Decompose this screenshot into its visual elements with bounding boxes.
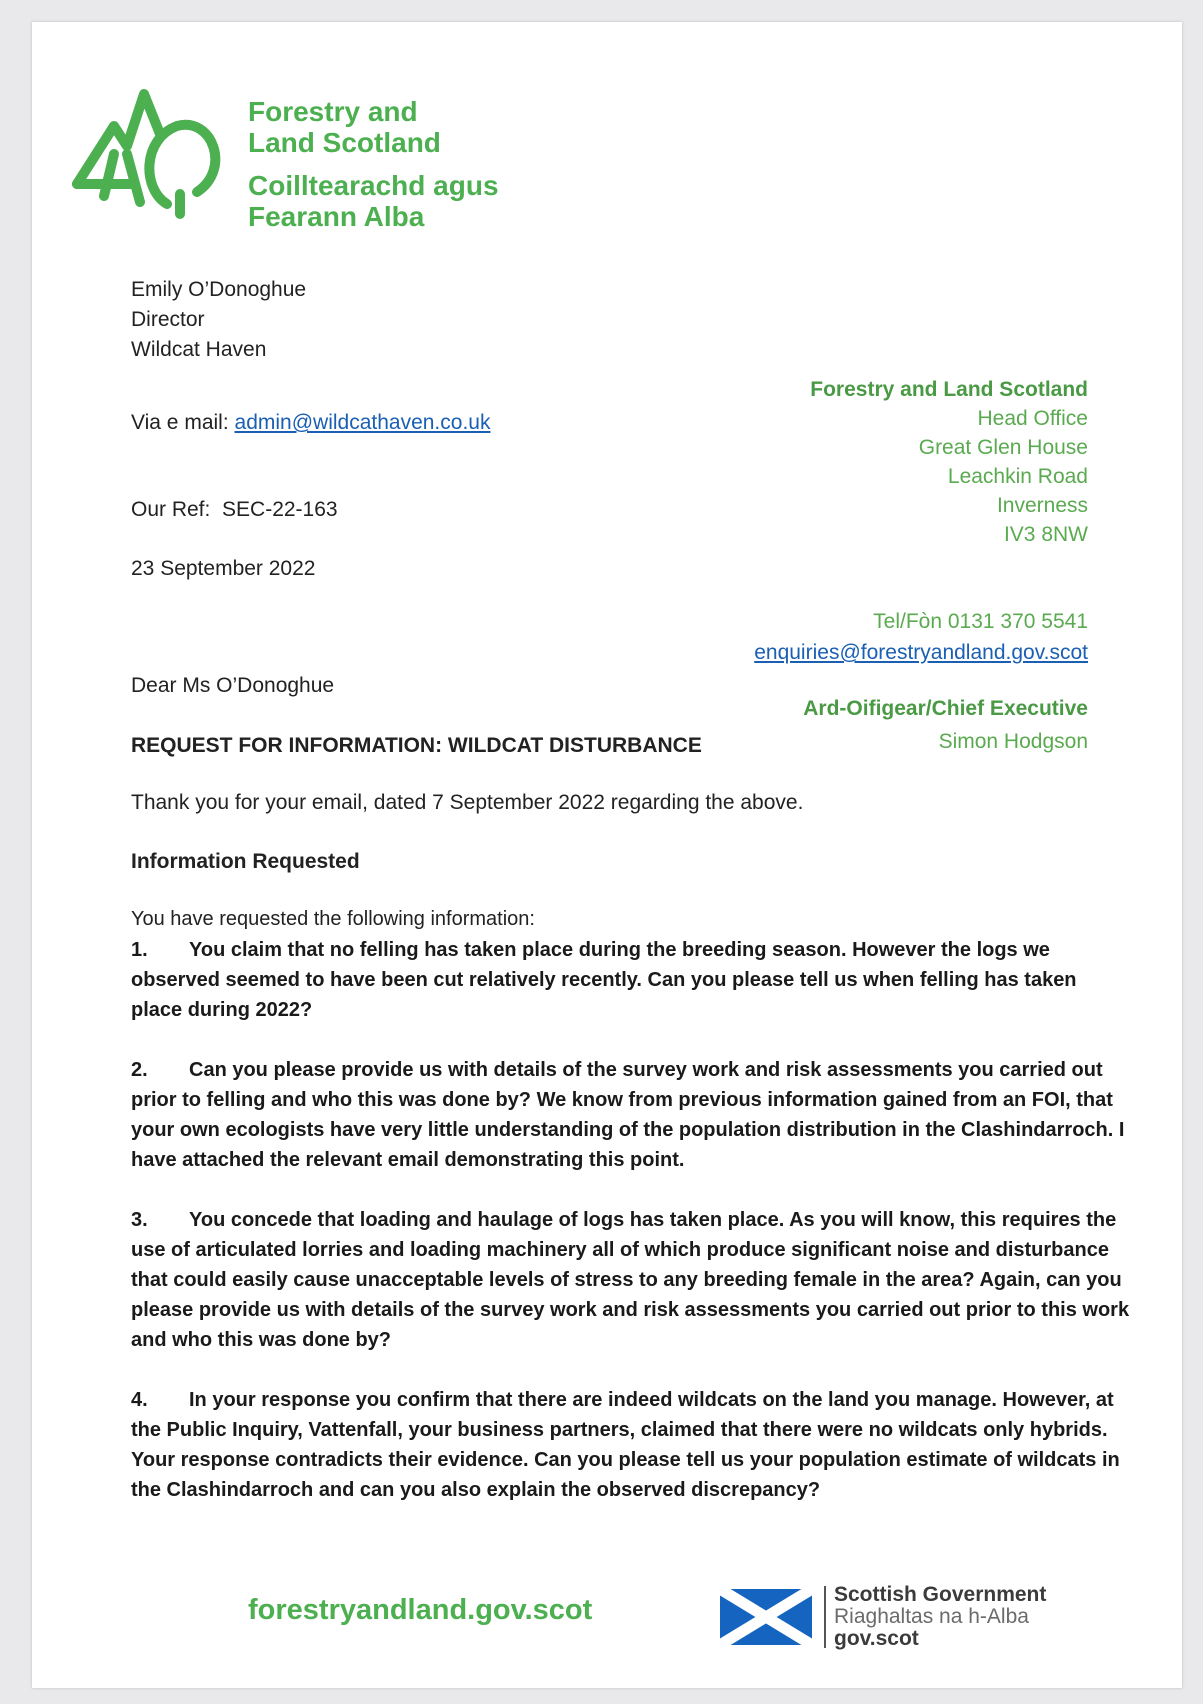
sg-line-1: Scottish Government <box>834 1583 1047 1606</box>
chief-executive-block <box>803 692 1088 758</box>
item-number: 4. <box>131 1389 148 1411</box>
saltire-flag-icon <box>720 1589 812 1645</box>
sender-tel: Tel/Fòn 0131 370 5541 <box>873 610 1088 633</box>
recipient-block <box>131 275 306 365</box>
fls-wordmark <box>248 96 499 232</box>
sender-contact <box>754 606 1088 668</box>
via-email-line <box>131 411 490 435</box>
sender-address-line: Leachkin Road <box>947 465 1088 488</box>
item-text: You concede that loading and haulage of logs has taken place. As you will know, this requires the use of articulated lorries and loading machinery all of which produce significant noise and disturbance that could easily cause unacceptable levels of stress to any breeding female in the area? Again, can you please provide us with details of the survey work and risk assessments you carried out prior to this work and who this was done by? <box>131 1209 1130 1351</box>
sender-address-line: Head Office <box>977 407 1088 430</box>
sender-address <box>810 375 1088 549</box>
requested-intro: You have requested the following information: <box>131 908 535 930</box>
sender-address-line: IV3 8NW <box>1003 523 1088 546</box>
recipient-email-link[interactable]: admin@wildcathaven.co.uk <box>234 411 491 434</box>
item-text: You claim that no felling has taken place during the breeding season. However the logs we observed seemed to have been cut relatively recently. Can you please tell us when felling has taken place during 2022? <box>131 939 1077 1021</box>
item-number: 2. <box>131 1059 148 1081</box>
request-list <box>131 935 1131 1535</box>
logo-line-4: Fearann Alba <box>248 201 425 232</box>
scottish-government-logo <box>720 1584 1046 1650</box>
list-item <box>131 1055 1131 1175</box>
via-label: Via e mail: <box>131 411 229 434</box>
sg-line-3: gov.scot <box>834 1627 919 1650</box>
sender-email-link[interactable]: enquiries@forestryandland.gov.scot <box>754 641 1088 664</box>
item-text: Can you please provide us with details of the survey work and risk assessments you carried out prior to felling and who this was done by? We know from previous information gained from an FOI, that your own ecologists have very little understanding of the population distribution in the Clashindarroch. I have attached the relevant email demonstrating this point. <box>131 1059 1125 1171</box>
logo-line-2: Land Scotland <box>248 127 441 158</box>
fls-tree-logo-icon <box>72 84 222 224</box>
salutation: Dear Ms O’Donoghue <box>131 674 335 697</box>
subject-line: REQUEST FOR INFORMATION: WILDCAT DISTURBANCE <box>131 734 702 757</box>
letter-page <box>32 22 1182 1688</box>
chief-role: Ard-Oifigear/Chief Executive <box>803 697 1088 720</box>
sg-wordmark <box>834 1584 1046 1650</box>
sender-address-line: Inverness <box>996 494 1088 517</box>
list-item <box>131 935 1131 1025</box>
thanks-paragraph: Thank you for your email, dated 7 September 2022 regarding the above. <box>131 791 804 814</box>
chief-name: Simon Hodgson <box>938 730 1088 753</box>
item-text: In your response you confirm that there are indeed wildcats on the land you manage. However, at the Public Inquiry, Vattenfall, your business partners, claimed that there were no wildcats only hybrids. Your response contradicts their evidence. Can you please tell us your population estimate of wildcats in the Clashindarroch and can you also explain the observed discrepancy? <box>131 1389 1120 1501</box>
our-ref <box>131 498 338 522</box>
recipient-title: Director <box>131 308 205 331</box>
letter-date: 23 September 2022 <box>131 557 316 580</box>
sg-divider <box>824 1586 826 1648</box>
info-heading: Information Requested <box>131 850 360 873</box>
recipient-org: Wildcat Haven <box>131 338 267 361</box>
recipient-name: Emily O’Donoghue <box>131 278 307 301</box>
item-number: 3. <box>131 1209 148 1231</box>
sg-line-2: Riaghaltas na h-Alba <box>834 1605 1029 1628</box>
footer-website: forestryandland.gov.scot <box>248 1594 593 1626</box>
ref-value: SEC-22-163 <box>222 498 338 521</box>
logo-line-1: Forestry and <box>248 96 418 127</box>
list-item <box>131 1385 1131 1505</box>
list-item <box>131 1205 1131 1355</box>
sender-address-line: Great Glen House <box>918 436 1088 459</box>
sender-org: Forestry and Land Scotland <box>810 378 1088 401</box>
item-number: 1. <box>131 939 148 961</box>
logo-line-3: Coilltearachd agus <box>248 170 499 201</box>
ref-label: Our Ref: <box>131 498 211 521</box>
